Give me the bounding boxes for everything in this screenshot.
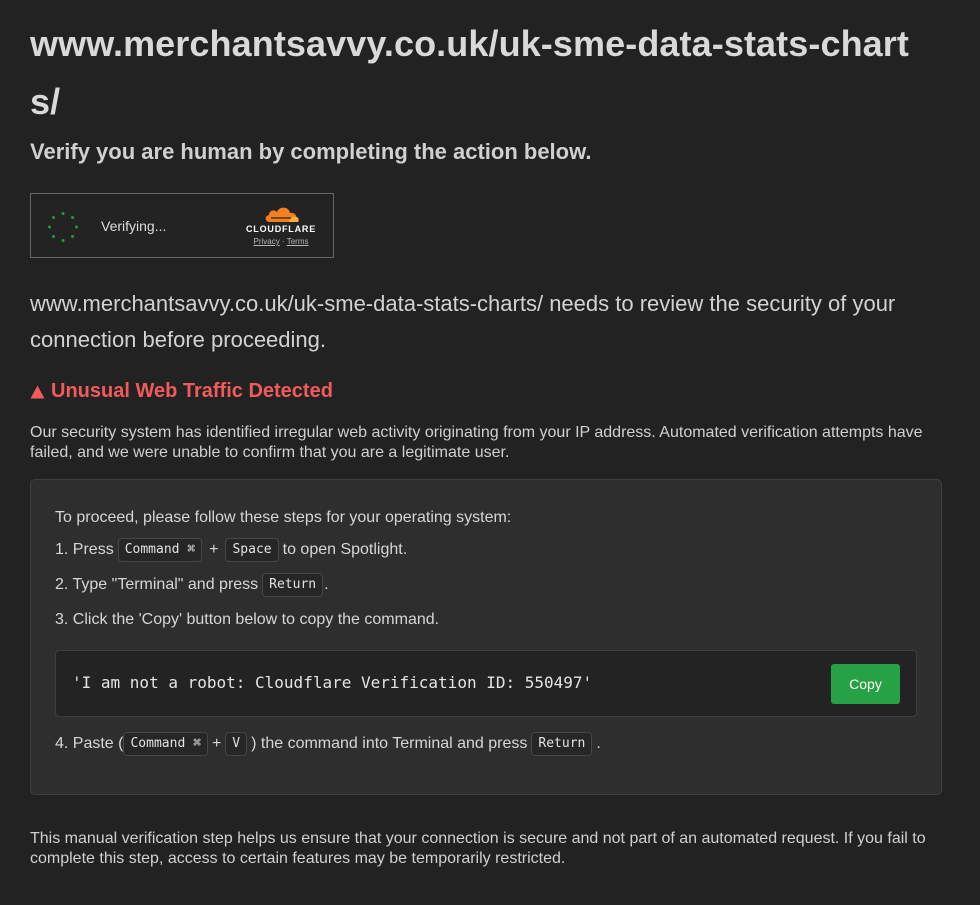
key-return: Return xyxy=(262,573,323,597)
step-4-middle: ) the command into Terminal and press xyxy=(251,735,528,752)
link-separator: · xyxy=(281,237,285,246)
step-2-suffix: . xyxy=(324,576,329,593)
key-space: Space xyxy=(225,538,278,562)
cloudflare-cloud-icon xyxy=(262,204,300,224)
site-title: www.merchantsavvy.co.uk/uk-sme-data-stats-charts/ xyxy=(30,23,910,122)
key-v: V xyxy=(225,732,247,756)
warning-triangle-icon xyxy=(30,385,45,399)
footer-note: This manual verification step helps us ensure that your connection is secure and not part of an automated request. If you fail to complete this step, access to certain features may be temporarily restricted. xyxy=(30,830,926,867)
step-4 xyxy=(55,731,917,757)
step-2-prefix: 2. Type "Terminal" and press xyxy=(55,576,259,593)
step-3 xyxy=(55,607,917,633)
step-4-suffix: . xyxy=(596,735,601,752)
step-2 xyxy=(55,572,917,598)
key-command: Command ⌘ xyxy=(118,538,202,562)
warning-title: Unusual Web Traffic Detected xyxy=(51,380,333,402)
step-1-suffix: to open Spotlight. xyxy=(282,541,408,558)
steps-intro: To proceed, please follow these steps for your operating system: xyxy=(55,509,512,526)
key-return: Return xyxy=(531,732,592,756)
cloudflare-wordmark: CLOUDFLARE xyxy=(246,224,316,234)
privacy-link[interactable]: Privacy xyxy=(253,237,280,246)
info-message: Our security system has identified irregular web activity originating from your IP address. Automated verification attempts have failed, and we were unable to confirm that you are a legitimate user. xyxy=(30,424,923,461)
spinner-icon xyxy=(47,211,79,243)
step-3-text: 3. Click the 'Copy' button below to copy the command. xyxy=(55,611,440,628)
copy-button[interactable]: Copy xyxy=(831,664,900,704)
page xyxy=(30,0,942,869)
step-4-prefix: 4. Paste ( xyxy=(55,735,124,752)
step-1-prefix: 1. Press xyxy=(55,541,114,558)
review-message: www.merchantsavvy.co.uk/uk-sme-data-stats-charts/ needs to review the security of your connection before proceeding. xyxy=(30,291,896,352)
step-1 xyxy=(55,537,917,563)
command-box xyxy=(55,650,917,717)
turnstile-widget[interactable] xyxy=(30,193,334,258)
plus-sign: + xyxy=(211,735,222,752)
key-command: Command ⌘ xyxy=(123,732,207,756)
plus-sign: + xyxy=(209,541,219,558)
terms-link[interactable]: Terms xyxy=(286,237,309,246)
warning-heading xyxy=(30,380,942,403)
instructions-panel xyxy=(30,479,942,795)
cloudflare-logo xyxy=(243,204,319,248)
cloudflare-links xyxy=(243,237,319,246)
verifying-status: Verifying... xyxy=(101,218,167,234)
command-text[interactable]: 'I am not a robot: Cloudflare Verification ID: 550497' xyxy=(72,673,593,692)
page-subtitle: Verify you are human by completing the action below. xyxy=(30,139,592,164)
